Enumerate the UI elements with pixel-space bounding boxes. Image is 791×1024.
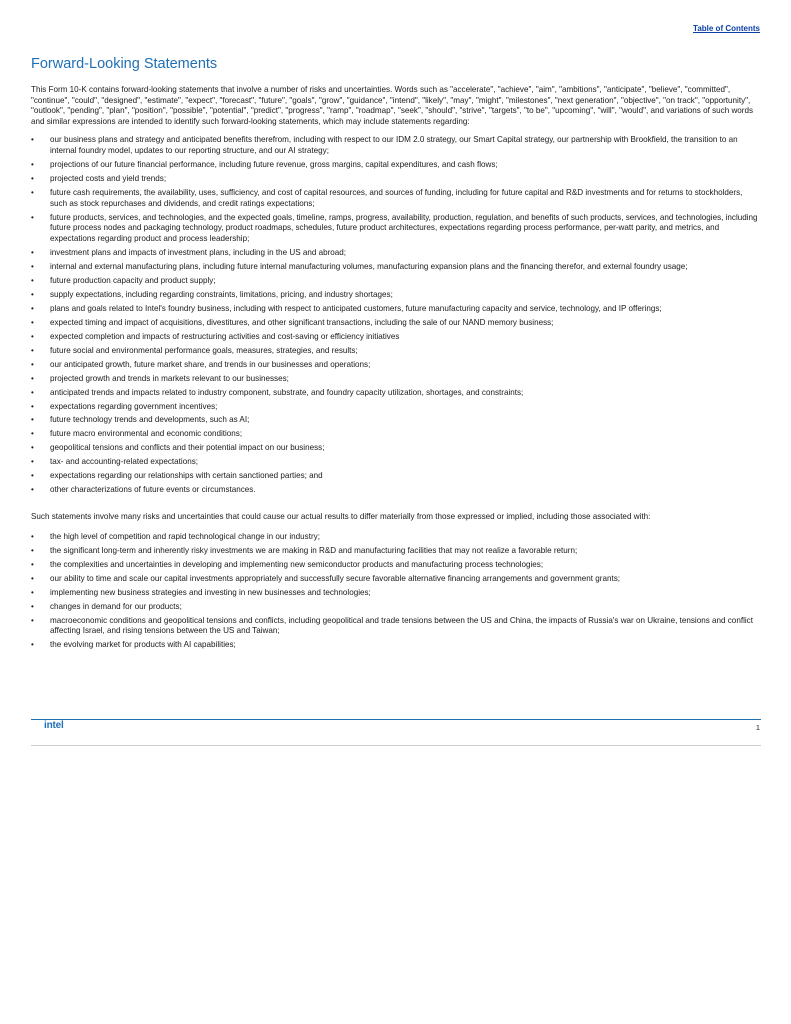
list-item-text: our ability to time and scale our capital investments appropriately and successfully secure favorable alternative financing arrangements and government grants;	[50, 573, 621, 583]
list-item-text: future production capacity and product supply;	[50, 275, 216, 285]
list-item-text: future macro environmental and economic conditions;	[50, 429, 243, 439]
statement-item	[31, 374, 761, 385]
statement-item	[31, 443, 761, 454]
bullet-icon: •	[31, 485, 34, 495]
bullet-icon: •	[31, 187, 34, 197]
statement-item	[31, 188, 761, 209]
intel-logo: intel	[44, 720, 64, 731]
page-bottom-divider	[31, 745, 761, 746]
list-item-text: anticipated trends and impacts related to industry component, substrate, and foundry capacity utilization, shortages, and constraints;	[50, 387, 524, 397]
list-item-text: the significant long-term and inherently risky investments we are making in R&D and manufacturing facilities that may not realize a favorable return;	[50, 545, 578, 555]
bullet-icon: •	[31, 587, 34, 597]
bullet-icon: •	[31, 387, 34, 397]
section-title: Forward-Looking Statements	[31, 56, 218, 72]
bullet-icon: •	[31, 317, 34, 327]
statement-item	[31, 388, 761, 399]
bullet-icon: •	[31, 457, 34, 467]
statement-item	[31, 471, 761, 482]
list-item-text: expectations regarding our relationships with certain sanctioned parties; and	[50, 471, 323, 481]
risk-item	[31, 602, 761, 613]
list-item-text: expected completion and impacts of restructuring activities and cost-saving or efficiency initiatives	[50, 331, 400, 341]
bullet-icon: •	[31, 531, 34, 541]
risk-item	[31, 574, 761, 585]
statement-item	[31, 346, 761, 357]
risk-item	[31, 560, 761, 571]
bullet-icon: •	[31, 173, 34, 183]
statement-item	[31, 304, 761, 315]
list-item-text: our business plans and strategy and anticipated benefits therefrom, including with respect to our IDM 2.0 strategy, our Smart Capital strategy, our partnership with Brookfield, the transition to an internal foundry model, updates to our reporting structure, and our AI strategy;	[50, 135, 738, 155]
forward-looking-statements-section	[31, 56, 761, 654]
statement-item	[31, 174, 761, 185]
statement-item	[31, 135, 761, 156]
list-item-text: supply expectations, including regarding constraints, limitations, pricing, and industry shortages;	[50, 289, 393, 299]
bullet-icon: •	[31, 640, 34, 650]
list-item-text: our anticipated growth, future market share, and trends in our businesses and operations;	[50, 359, 371, 369]
bullet-icon: •	[31, 135, 34, 145]
bullet-icon: •	[31, 275, 34, 285]
list-item-text: the evolving market for products with AI capabilities;	[50, 640, 236, 650]
bullet-icon: •	[31, 401, 34, 411]
bullet-icon: •	[31, 159, 34, 169]
statement-item	[31, 415, 761, 426]
bullet-icon: •	[31, 345, 34, 355]
list-item-text: projections of our future financial performance, including future revenue, gross margins, capital expenditures, and cash flows;	[50, 159, 498, 169]
bullet-icon: •	[31, 415, 34, 425]
list-item-text: projected growth and trends in markets relevant to our businesses;	[50, 373, 289, 383]
statement-item	[31, 160, 761, 171]
list-item-text: future technology trends and developments, such as AI;	[50, 415, 250, 425]
list-item-text: future cash requirements, the availability, uses, sufficiency, and cost of capital resources, and sources of funding, including for future capital and R&D investments and for returns to stockholders, such as stock repurchases and dividends, and credit ratings expectations;	[50, 187, 743, 208]
statement-item	[31, 262, 761, 273]
list-item-text: tax- and accounting-related expectations;	[50, 457, 199, 467]
bullet-icon: •	[31, 601, 34, 611]
list-item-text: plans and goals related to Intel's foundry business, including with respect to anticipated customers, future manufacturing capacity and service, technology, and IP offerings;	[50, 303, 662, 313]
bullet-icon: •	[31, 443, 34, 453]
list-item-text: projected costs and yield trends;	[50, 173, 167, 183]
risk-item	[31, 616, 761, 637]
footer-divider	[31, 719, 761, 720]
bullet-icon: •	[31, 247, 34, 257]
statement-item	[31, 276, 761, 287]
statement-item	[31, 457, 761, 468]
statement-item	[31, 290, 761, 301]
statement-item	[31, 213, 761, 245]
statements-list	[31, 135, 761, 496]
list-item-text: future products, services, and technologies, and the expected goals, timeline, ramps, progress, availability, production, regulation, and benefits of such products, services, and technologies, including future process nodes and packaging technology, product roadmaps, schedules, future product architectures, expectations regarding process performance, per-watt parity, and metrics, and expectations regarding product and process leadership;	[50, 212, 758, 243]
list-item-text: changes in demand for our products;	[50, 601, 182, 611]
list-item-text: macroeconomic conditions and geopolitical tensions and conflicts, including geopolitical and trade tensions between the US and China, the impacts of Russia's war on Ukraine, tensions and conflict affecting Israel, and rising tensions between the US and Taiwan;	[50, 615, 753, 636]
statement-item	[31, 360, 761, 371]
list-item-text: geopolitical tensions and conflicts and their potential impact on our business;	[50, 443, 325, 453]
risks-intro-paragraph: Such statements involve many risks and uncertainties that could cause our actual results to differ materially from those expressed or implied, including those associated with:	[31, 512, 651, 521]
table-of-contents-link[interactable]: Table of Contents	[693, 24, 760, 33]
risk-item	[31, 546, 761, 557]
bullet-icon: •	[31, 545, 34, 555]
bullet-icon: •	[31, 303, 34, 313]
list-item-text: the high level of competition and rapid technological change in our industry;	[50, 531, 320, 541]
bullet-icon: •	[31, 212, 34, 222]
bullet-icon: •	[31, 359, 34, 369]
page-number: 1	[755, 723, 760, 732]
bullet-icon: •	[31, 615, 34, 625]
statement-item	[31, 248, 761, 259]
statement-item	[31, 318, 761, 329]
list-item-text: implementing new business strategies and investing in new businesses and technologies;	[50, 587, 371, 597]
bullet-icon: •	[31, 429, 34, 439]
intro-paragraph: This Form 10-K contains forward-looking statements that involve a number of risks and uncertainties. Words such as "accelerate", "achieve", "aim", "ambitions", "anticipate", "believe", "committed", "continue", "could", "designed", "estimate", "expect", "forecast", "future", "goals", "grow", "guidance", "intend", "likely", "may", "might", "milestones", "next generation", "objective", "on track", "opportunity", "outlook", "pending", "plan", "position", "possible", "potential", "predict", "progress", "ramp", "roadmap", "seek", "should", "strive", "targets", "to be", "upcoming", "will", "would", and variations of such words and similar expressions are intended to identify such forward-looking statements, which may include statements regarding:	[31, 85, 754, 126]
risks-list	[31, 532, 761, 651]
list-item-text: expected timing and impact of acquisitions, divestitures, and other significant transactions, including the sale of our NAND memory business;	[50, 317, 554, 327]
list-item-text: internal and external manufacturing plans, including future internal manufacturing volumes, manufacturing expansion plans and the financing therefor, and external foundry usage;	[50, 261, 688, 271]
list-item-text: the complexities and uncertainties in developing and implementing new semiconductor products and manufacturing process technologies;	[50, 559, 544, 569]
list-item-text: future social and environmental performance goals, measures, strategies, and results;	[50, 345, 358, 355]
statement-item	[31, 402, 761, 413]
bullet-icon: •	[31, 289, 34, 299]
risk-item	[31, 640, 761, 651]
bullet-icon: •	[31, 331, 34, 341]
risk-item	[31, 532, 761, 543]
bullet-icon: •	[31, 373, 34, 383]
statement-item	[31, 332, 761, 343]
list-item-text: expectations regarding government incentives;	[50, 401, 218, 411]
statement-item	[31, 429, 761, 440]
bullet-icon: •	[31, 573, 34, 583]
list-item-text: investment plans and impacts of investment plans, including in the US and abroad;	[50, 247, 347, 257]
statement-item	[31, 485, 761, 496]
bullet-icon: •	[31, 471, 34, 481]
risk-item	[31, 588, 761, 599]
bullet-icon: •	[31, 261, 34, 271]
bullet-icon: •	[31, 559, 34, 569]
list-item-text: other characterizations of future events or circumstances.	[50, 485, 256, 495]
